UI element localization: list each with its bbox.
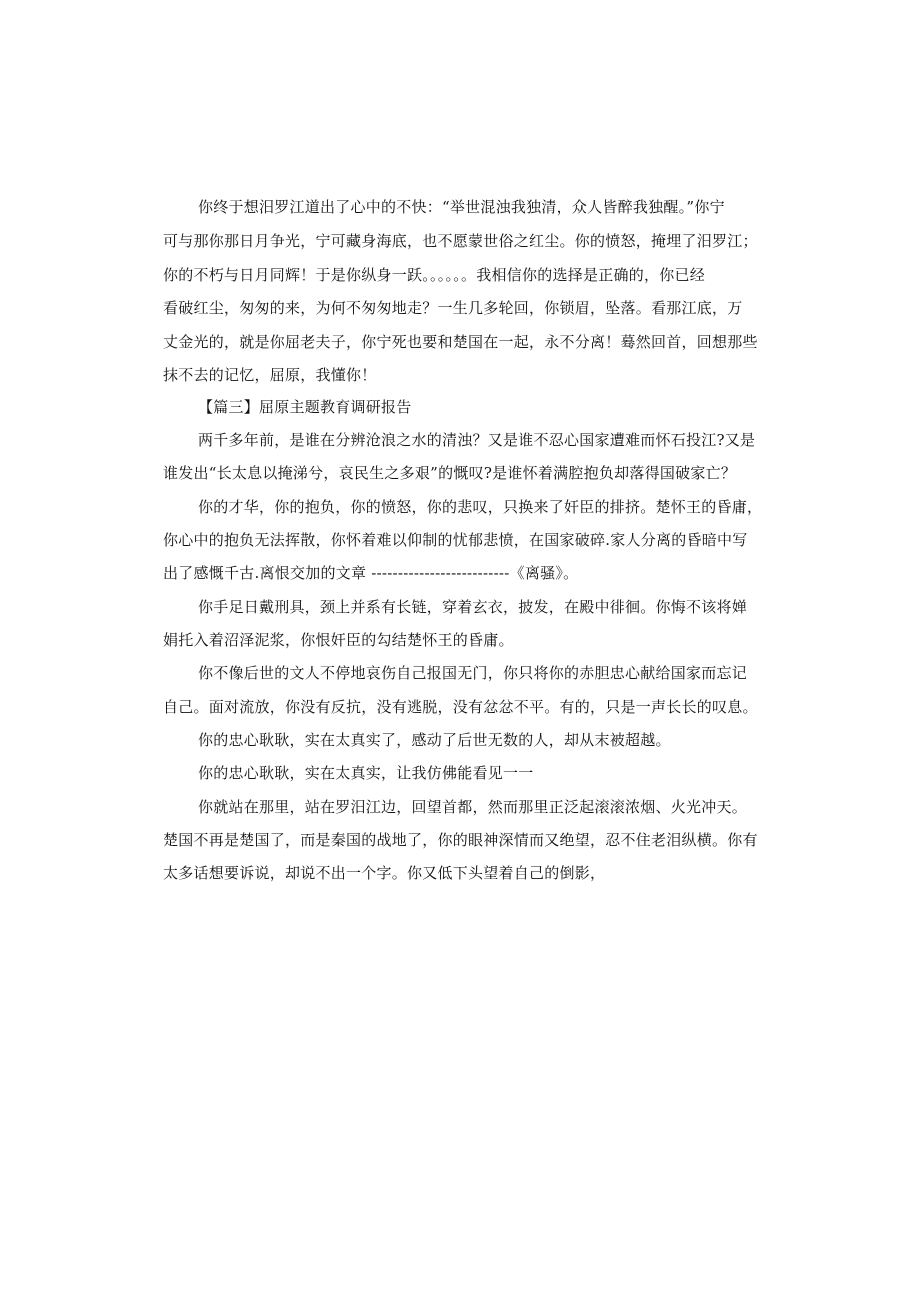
para5-line-2: 自己。面对流放，你没有反抗，没有逃脱，没有忿忿不平。有的，只是一声长长的叹息。 <box>163 698 758 716</box>
para4-line-2: 娟托入着沼泽泥浆，你恨奸臣的勾结楚怀王的昏庸。 <box>163 631 514 649</box>
para4-line-1: 你手足日戴刑具，颈上并系有长链，穿着玄衣，披发，在殿中徘徊。你悔不该将婵 <box>198 598 748 616</box>
para3-line-2: 你心中的抱负无法挥散，你怀着难以仰制的忧郁悲愤，在国家破碎.家人分离的昏暗中写 <box>163 531 748 549</box>
para2-line-2: 谁发出“长太息以掩涕兮，哀民生之多艰”的慨叹?是谁怀着满腔抱负却落得国破家亡？ <box>163 464 737 482</box>
para5-line-1: 你不像后世的文人不停地哀伤自己报国无门，你只将你的赤胆忠心献给国家而忘记 <box>198 664 748 682</box>
para1-line-4: 看破红尘，匆匆的来，为何不匆匆地走？一生几多轮回，你锁眉，坠落。看那江底，万 <box>163 299 743 317</box>
para6-line-1: 你的忠心耿耿，实在太真实了，感动了后世无数的人，却从末被超越。 <box>198 731 671 749</box>
para8-line-1: 你就站在那里，站在罗汨江边，回望首都，然而那里正泛起滚滚浓烟、火光冲天。 <box>198 798 748 816</box>
para1-line-3: 你的不朽与日月同辉！于是你纵身一跃。。。。。。我相信你的选择是正确的，你已经 <box>163 266 706 284</box>
para8-line-2: 楚国不再是楚国了，而是秦国的战地了，你的眼神深情而又绝望，忍不住老泪纵横。你有 <box>163 831 758 849</box>
section-heading: 【篇三】屈原主题教育调研报告 <box>198 398 412 416</box>
para1-line-2: 可与那你那日月争光，宁可藏身海底，也不愿蒙世俗之红尘。你的愤怒，掩埋了汨罗江； <box>163 232 758 250</box>
para1-line-6: 抹不去的记忆，屈原，我懂你！ <box>163 366 377 384</box>
para3-line-1: 你的才华，你的抱负，你的愤怒，你的悲叹，只换来了奸臣的排挤。楚怀王的昏庸， <box>198 498 763 516</box>
para1-line-1: 你终于想汨罗江道出了心中的不快：“举世混浊我独清，众人皆醉我独醒。”你宁 <box>198 198 725 216</box>
para1-line-5: 丈金光的，就是你屈老夫子，你宁死也要和楚国在一起，永不分离！蓦然回首，回想那些 <box>163 333 758 351</box>
para7-line-1: 你的忠心耿耿，实在太真实，让我仿佛能看见一一 <box>198 764 534 782</box>
para3-line-3: 出了感慨千古.离恨交加的文章 --------------------------《离骚》。 <box>163 564 579 582</box>
para8-line-3: 太多话想要诉说，却说不出一个字。你又低下头望着自己的倒影， <box>163 864 606 882</box>
para2-line-1: 两千多年前，是谁在分辨沧浪之水的清浊？又是谁不忍心国家遭难而怀石投江?又是 <box>198 431 756 449</box>
